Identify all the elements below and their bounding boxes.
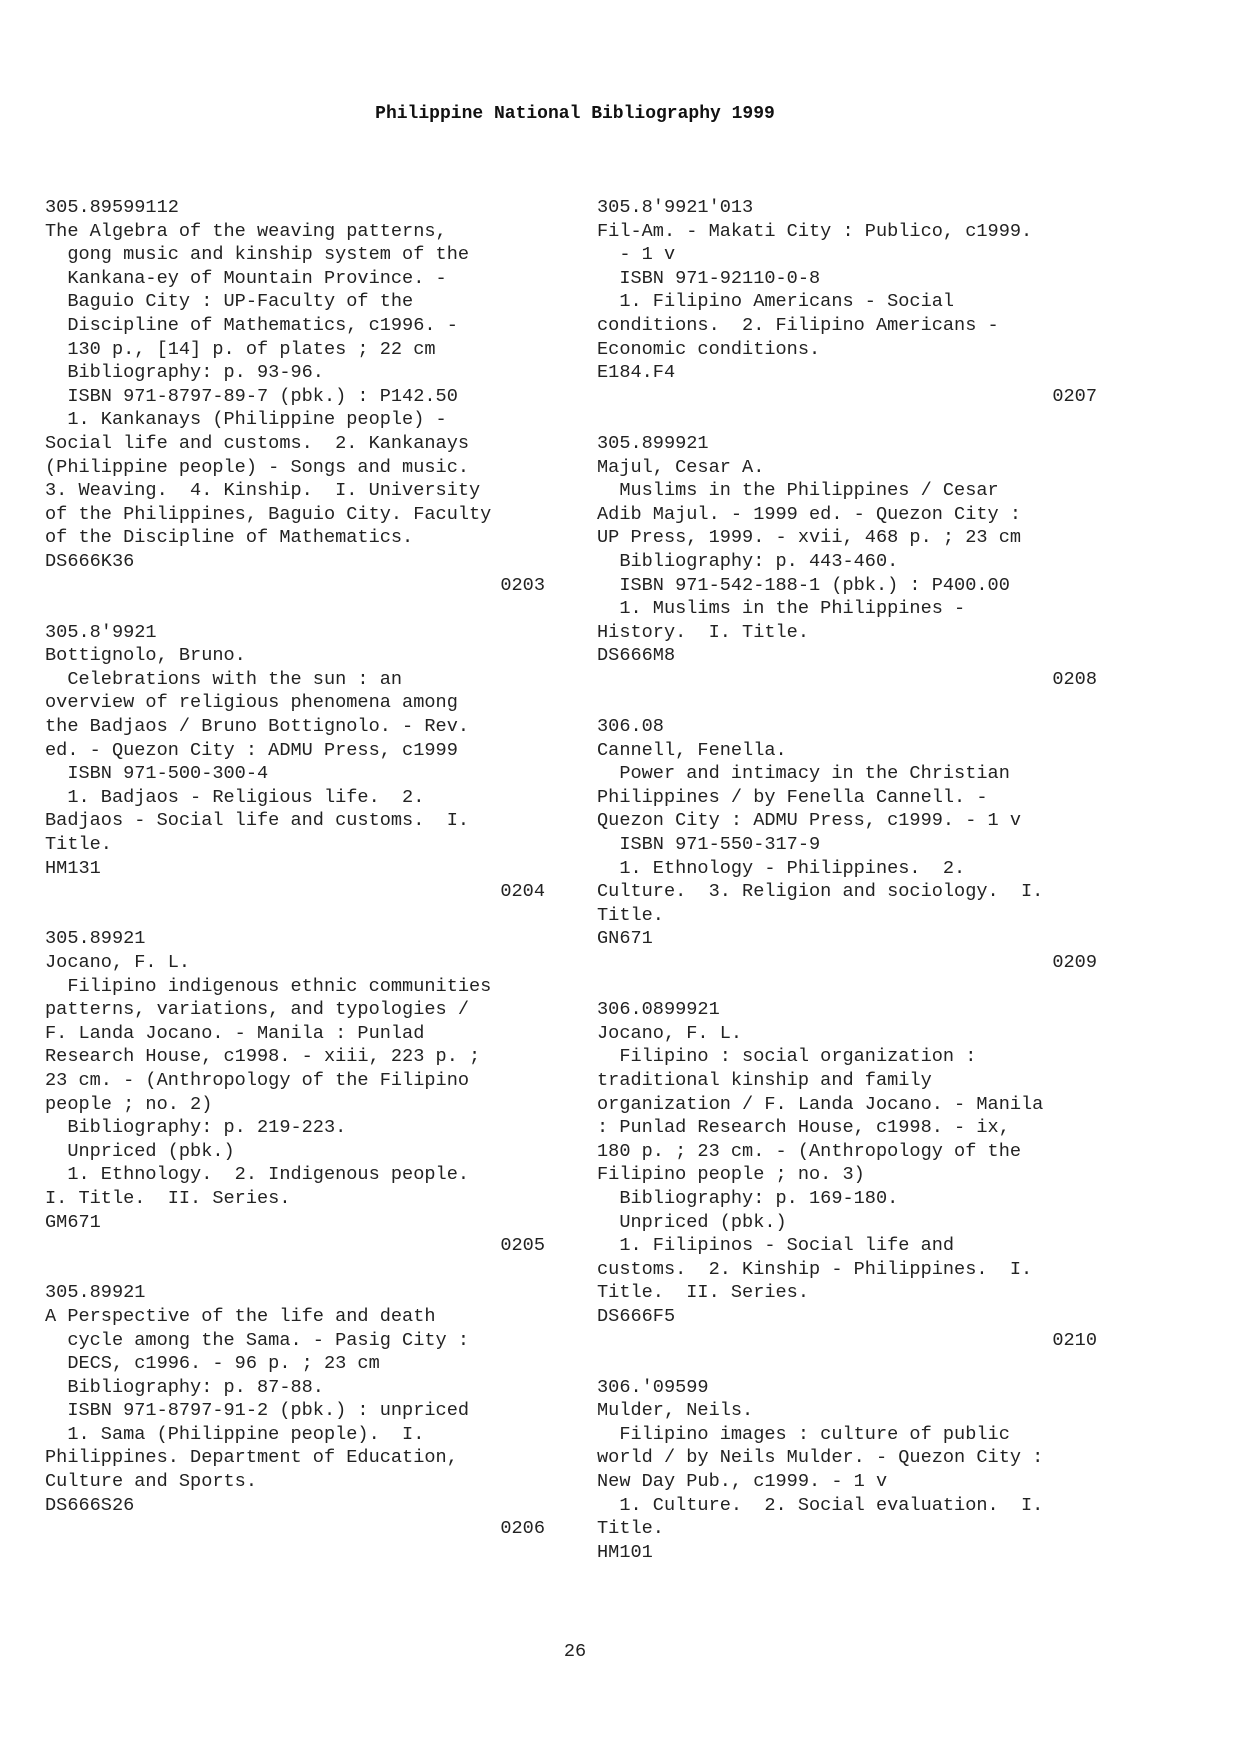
entry-line: Economic conditions. [597, 338, 821, 360]
entry-line: patterns, variations, and typologies / [45, 999, 470, 1021]
entry-line: Fil-Am. - Makati City : Publico, c1999. [597, 220, 1033, 242]
entry-line: Badjaos - Social life and customs. I. [45, 810, 470, 832]
page-number: 26 [563, 1641, 587, 1662]
entry-line: ISBN 971-550-317-9 [597, 834, 821, 856]
entry-line: DECS, c1996. - 96 p. ; 23 cm [45, 1353, 380, 1375]
bibliography-entry-0206 [45, 1281, 545, 1541]
left-column [45, 196, 545, 1564]
entry-line: Bibliography: p. 443-460. [597, 550, 899, 572]
entry-line: Bibliography: p. 219-223. [45, 1117, 347, 1139]
entry-line: Culture and Sports. [45, 1471, 258, 1493]
entry-line: 1. Badjaos - Religious life. 2. [45, 786, 425, 808]
entry-line: Jocano, F. L. [597, 1022, 743, 1044]
entry-line: Unpriced (pbk.) [45, 1140, 235, 1162]
entry-line: Power and intimacy in the Christian [597, 763, 1010, 785]
bibliography-entry-0203 [45, 196, 545, 597]
entry-line: 1. Filipino Americans - Social [597, 291, 955, 313]
entry-line: ISBN 971-500-300-4 [45, 763, 269, 785]
entry-line: ISBN 971-8797-89-7 (pbk.) : P142.50 [45, 385, 458, 407]
entry-line: Unpriced (pbk.) [597, 1211, 787, 1233]
entry-line: Philippines. Department of Education, [45, 1447, 458, 1469]
entry-line: Quezon City : ADMU Press, c1999. - 1 v [597, 810, 1022, 832]
entry-number: 0205 [500, 1235, 545, 1257]
entry-line: Research House, c1998. - xiii, 223 p. ; [45, 1046, 481, 1068]
entry-line: Bottignolo, Bruno. [45, 645, 246, 667]
entry-line: Filipino indigenous ethnic communities [45, 975, 492, 997]
entry-line: Baguio City : UP-Faculty of the [45, 291, 414, 313]
entry-line: Social life and customs. 2. Kankanays [45, 432, 470, 454]
entry-line: 1. Ethnology. 2. Indigenous people. [45, 1164, 470, 1186]
entry-line: New Day Pub., c1999. - 1 v [597, 1471, 888, 1493]
entry-line: ISBN 971-92110-0-8 [597, 267, 821, 289]
entry-line: Mulder, Neils. [597, 1400, 754, 1422]
bibliography-entry-0204 [45, 621, 545, 904]
call-number: 305.8'9921'013 [597, 197, 754, 218]
call-number: 305.89921 [45, 928, 146, 950]
call-number: 306.08 [597, 716, 664, 738]
entry-line: Title. [597, 904, 664, 926]
call-number: 305.89921 [45, 1282, 146, 1304]
entry-line: Bibliography: p. 93-96. [45, 362, 324, 384]
bibliography-entry-0207 [597, 196, 1097, 408]
entry-number: 0208 [1052, 668, 1097, 690]
entry-line: Bibliography: p. 87-88. [45, 1376, 324, 1398]
entry-line: Discipline of Mathematics, c1996. - [45, 314, 458, 336]
entry-number: 0203 [500, 574, 545, 596]
call-number: 305.899921 [597, 432, 709, 454]
entry-line: Adib Majul. - 1999 ed. - Quezon City : [597, 503, 1022, 525]
class-number: DS666F5 [597, 1305, 676, 1327]
entry-line: Bibliography: p. 169-180. [597, 1187, 899, 1209]
entry-line: 1. Muslims in the Philippines - [597, 598, 966, 620]
call-number: 306.'09599 [597, 1376, 709, 1398]
entry-line: the Badjaos / Bruno Bottignolo. - Rev. [45, 716, 470, 738]
entry-line: 1. Kankanays (Philippine people) - [45, 409, 447, 431]
entry-line: ISBN 971-8797-91-2 (pbk.) : unpriced [45, 1400, 470, 1422]
entry-number: 0209 [1052, 952, 1097, 973]
entry-line: Filipino people ; no. 3) [597, 1164, 865, 1186]
entry-line: cycle among the Sama. - Pasig City : [45, 1329, 470, 1351]
entry-line: traditional kinship and family [597, 1069, 932, 1091]
entry-number: 0204 [500, 881, 545, 903]
class-number: DS666M8 [597, 645, 676, 667]
class-number: HM131 [45, 857, 101, 879]
entry-line: (Philippine people) - Songs and music. [45, 456, 470, 478]
entry-line: Celebrations with the sun : an [45, 668, 403, 690]
entry-line: I. Title. II. Series. [45, 1187, 291, 1209]
entry-line: 1. Culture. 2. Social evaluation. I. [597, 1494, 1044, 1516]
entry-line: Culture. 3. Religion and sociology. I. [597, 881, 1044, 903]
bibliography-entry-0210 [597, 998, 1097, 1352]
bibliography-entry-continued [597, 1376, 1097, 1565]
entry-line: of the Philippines, Baguio City. Faculty [45, 503, 492, 525]
entry-line: conditions. 2. Filipino Americans - [597, 314, 999, 336]
page-title: Philippine National Bibliography 1999 [375, 104, 775, 124]
entry-number: 0207 [1052, 385, 1097, 407]
entry-line: 1. Ethnology - Philippines. 2. [597, 857, 966, 879]
entry-line: 3. Weaving. 4. Kinship. I. University [45, 480, 481, 502]
entry-line: people ; no. 2) [45, 1093, 213, 1115]
entry-line: overview of religious phenomena among [45, 692, 458, 714]
entry-number: 0206 [500, 1518, 545, 1540]
entry-line: Cannell, Fenella. [597, 739, 787, 761]
bibliography-entry-0209 [597, 715, 1097, 975]
entry-line: History. I. Title. [597, 621, 810, 643]
entry-line: Filipino images : culture of public [597, 1423, 1010, 1445]
entry-line: UP Press, 1999. - xvii, 468 p. ; 23 cm [597, 527, 1022, 549]
class-number: DS666S26 [45, 1494, 135, 1516]
entry-line: customs. 2. Kinship - Philippines. I. [597, 1258, 1033, 1280]
entry-line: Muslims in the Philippines / Cesar [597, 480, 999, 502]
entry-line: Title. [597, 1518, 664, 1540]
entry-line: organization / F. Landa Jocano. - Manila [597, 1093, 1044, 1115]
class-number: DS666K36 [45, 550, 135, 572]
class-number: E184.F4 [597, 362, 676, 384]
call-number: 305.8'9921 [45, 621, 157, 643]
entry-number: 0210 [1052, 1329, 1097, 1351]
entry-line: of the Discipline of Mathematics. [45, 527, 414, 549]
entry-line: 1. Filipinos - Social life and [597, 1235, 955, 1257]
call-number: 306.0899921 [597, 999, 720, 1021]
class-number: GN671 [597, 928, 653, 950]
entry-line: gong music and kinship system of the [45, 244, 470, 266]
entry-line: A Perspective of the life and death [45, 1305, 436, 1327]
entry-line: Title. II. Series. [597, 1282, 810, 1304]
bibliography-entry-0205 [45, 927, 545, 1257]
entry-line: - 1 v [597, 244, 676, 266]
entry-line: : Punlad Research House, c1998. - ix, [597, 1117, 1010, 1139]
entry-line: 130 p., [14] p. of plates ; 22 cm [45, 338, 436, 360]
entry-line: F. Landa Jocano. - Manila : Punlad [45, 1022, 425, 1044]
entry-line: world / by Neils Mulder. - Quezon City : [597, 1447, 1044, 1469]
right-column [597, 196, 1097, 1588]
entry-line: Philippines / by Fenella Cannell. - [597, 786, 988, 808]
entry-line: Kankana-ey of Mountain Province. - [45, 267, 447, 289]
entry-line: 23 cm. - (Anthropology of the Filipino [45, 1069, 470, 1091]
entry-line: 1. Sama (Philippine people). I. [45, 1423, 425, 1445]
entry-line: Filipino : social organization : [597, 1046, 977, 1068]
class-number: GM671 [45, 1211, 101, 1233]
entry-line: Majul, Cesar A. [597, 456, 765, 478]
call-number: 305.89599112 [45, 197, 179, 218]
entry-line: 180 p. ; 23 cm. - (Anthropology of the [597, 1140, 1022, 1162]
entry-line: ISBN 971-542-188-1 (pbk.) : P400.00 [597, 574, 1010, 596]
class-number: HM101 [597, 1541, 653, 1563]
entry-line: The Algebra of the weaving patterns, [45, 220, 447, 242]
entry-line: Title. [45, 834, 112, 856]
bibliography-entry-0208 [597, 432, 1097, 692]
entry-line: ed. - Quezon City : ADMU Press, c1999 [45, 739, 458, 761]
entry-line: Jocano, F. L. [45, 952, 191, 973]
